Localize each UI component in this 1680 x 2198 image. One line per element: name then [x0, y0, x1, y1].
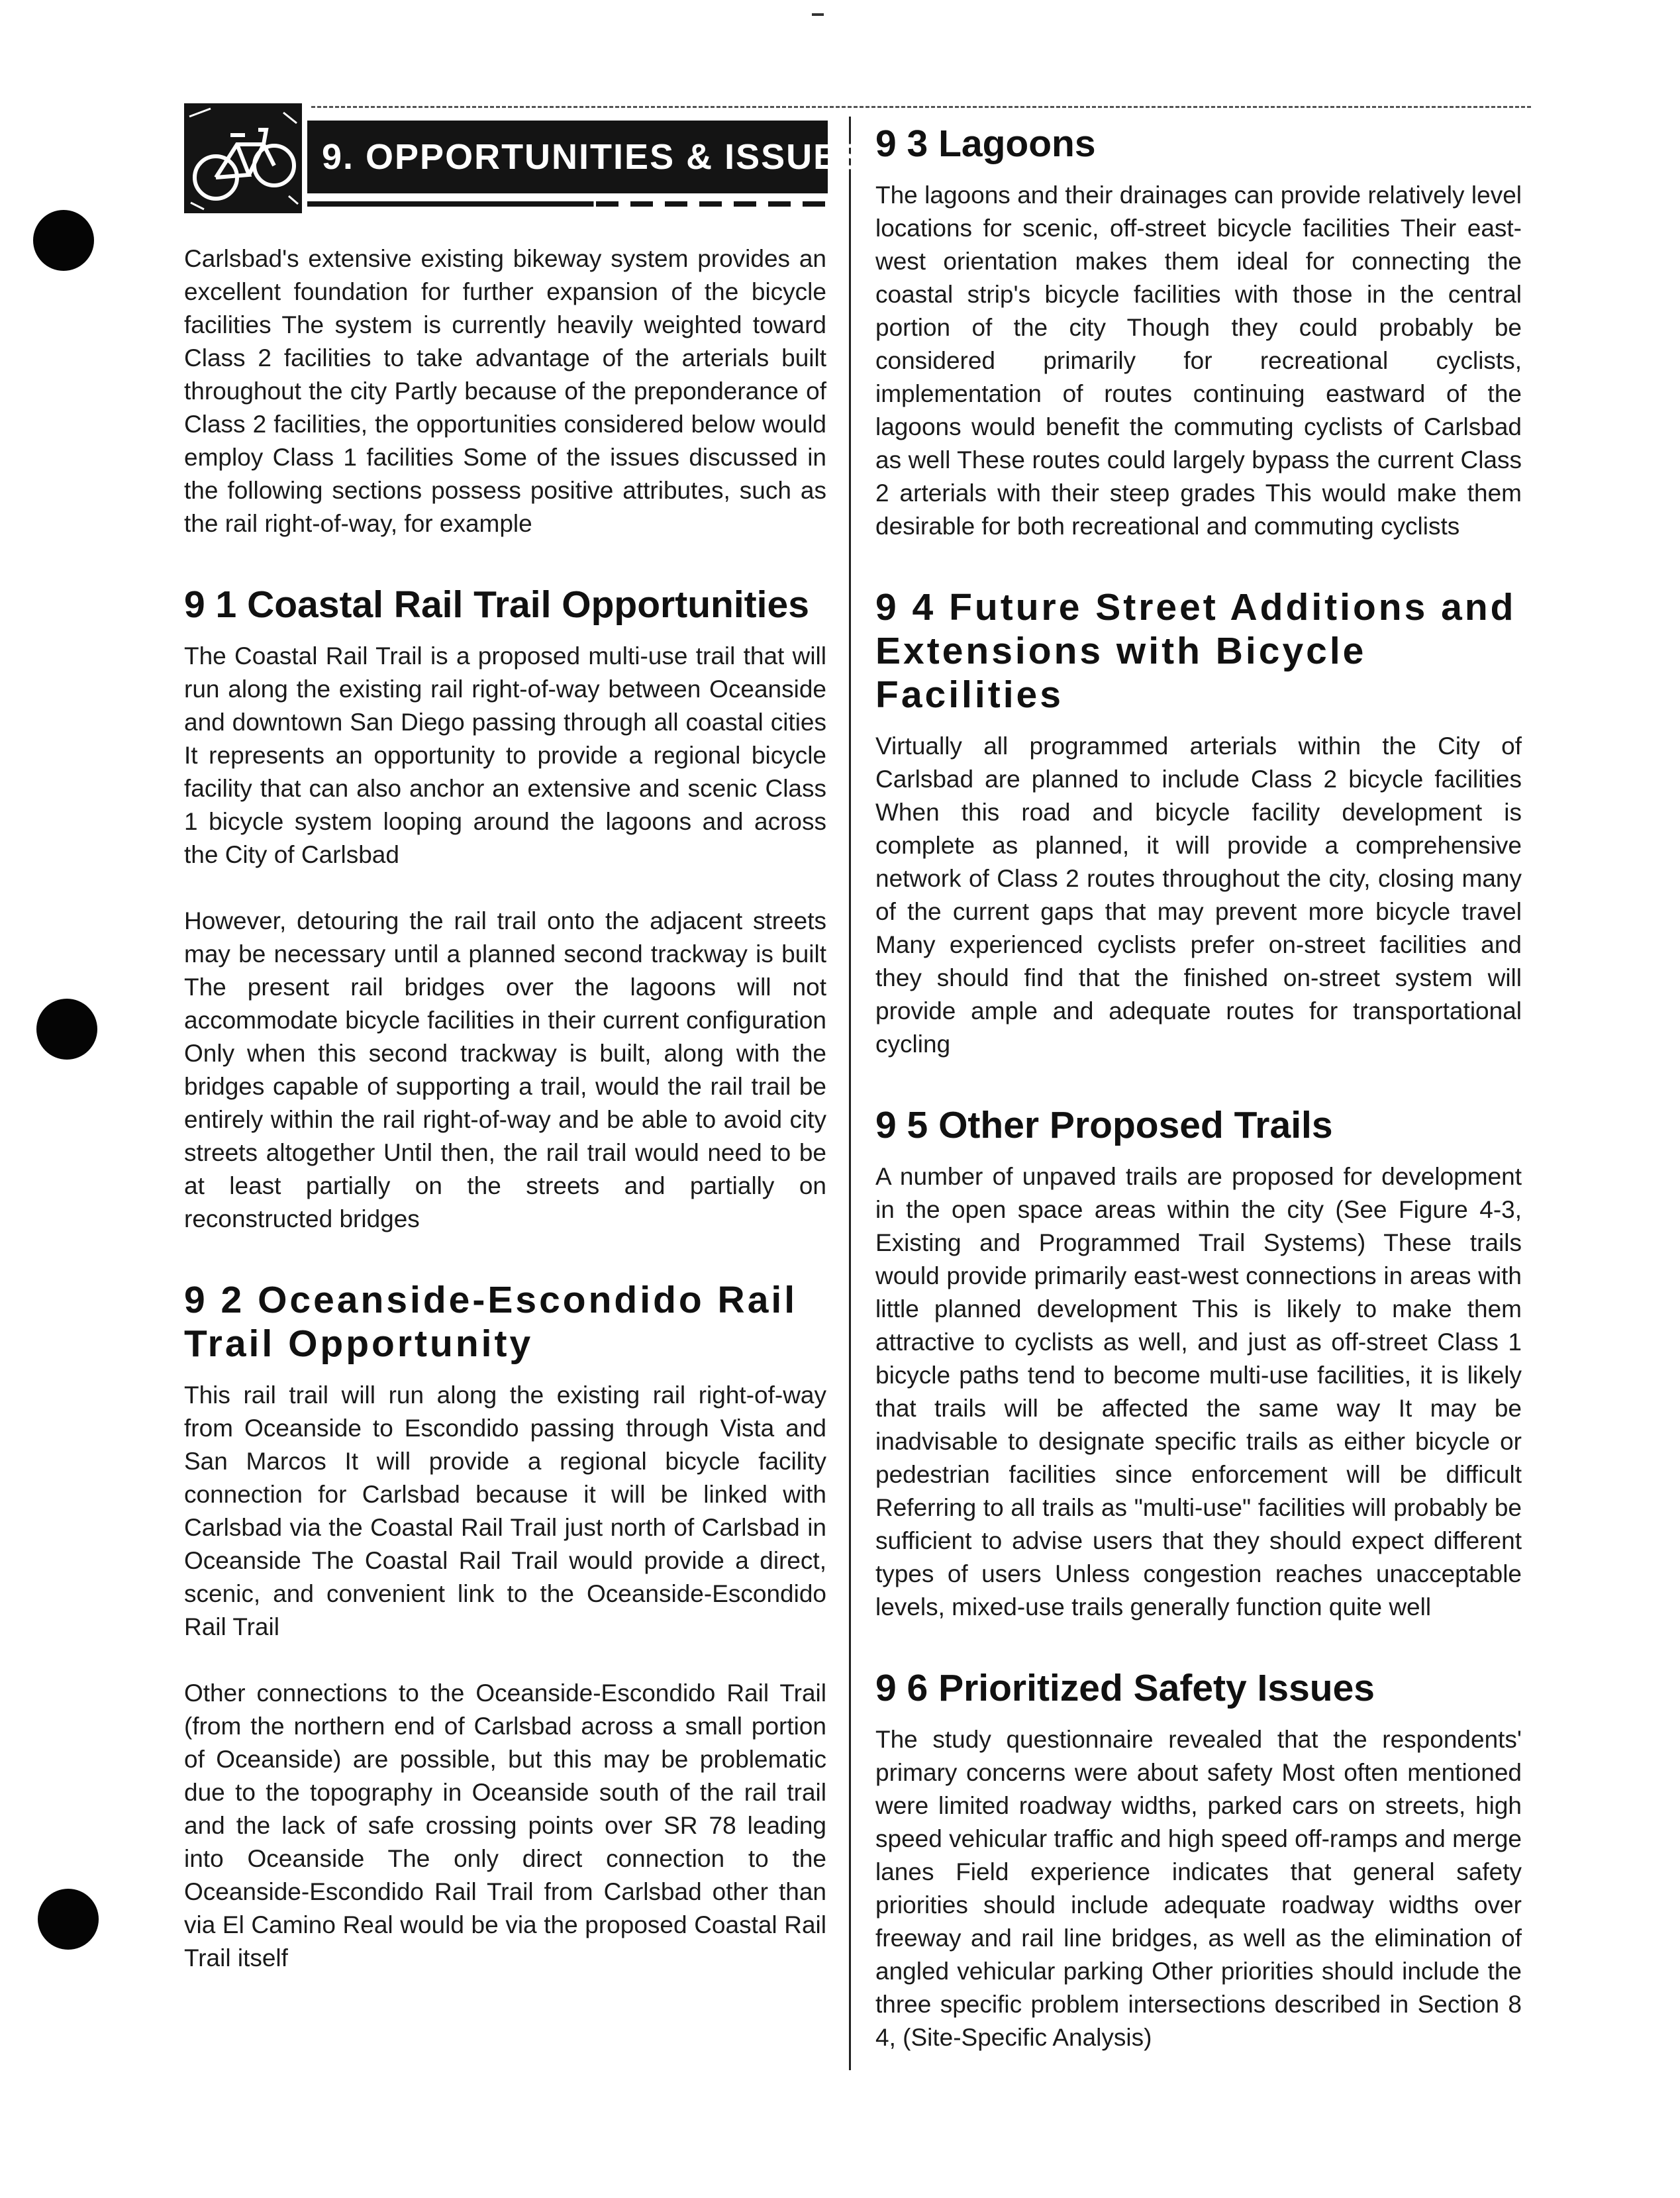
section-9-1-paragraph-1: The Coastal Rail Trail is a proposed multi-use trail that will run along the existing rail right-of-way between Oceanside and downtown San Diego passing through all coastal cities It represents an opportunity to provide a regional bicycle facility that can also anchor an extensive and scenic Class 1 bicycle system looping around the lagoons and across the City of Carlsbad — [184, 642, 826, 868]
intro-paragraph: Carlsbad's extensive existing bikeway system provides an excellent foundation for further expansion of the bicycle facilities The system is currently heavily weighted toward Class 2 facilities to take advantage of the arterials built throughout the city Partly because of the preponderance of Class 2 facilities, the opportunities considered below would employ Class 1 facilities Some of the issues discussed in the following sections possess positive attributes, such as the rail right-of-way, for example — [184, 245, 826, 537]
section-9-2-paragraph-1: This rail trail will run along the existing rail right-of-way from Oceanside to Escondido passing through Vista and San Marcos It will provide a regional bicycle facility connection for Carlsbad because it will be linked with Carlsbad via the Coastal Rail Trail just north of Carlsbad in Oceanside The Coastal Rail Trail would provide a direct, scenic, and convenient link to the Oceanside-Escondido Rail Trail — [184, 1381, 826, 1640]
binder-hole-bottom — [38, 1889, 99, 1950]
section-heading-9-3: 9 3 Lagoons — [875, 123, 1096, 165]
chapter-banner: 9. OPPORTUNITIES & ISSUES — [307, 121, 828, 193]
section-heading-9-6: 9 6 Prioritized Safety Issues — [875, 1667, 1375, 1709]
section-heading-9-5: 9 5 Other Proposed Trails — [875, 1104, 1333, 1146]
section-9-6-paragraph-1: The study questionnaire revealed that the respondents' primary concerns were about safety Most often mentioned were limited roadway widths, parked cars on streets, high speed vehicular traffic and high speed off-ramps and merge lanes Field experience indicates that general safety priorities should include adequate roadway widths over freeway and rail line bridges, as well as the elimination of angled vehicular parking Other priorities should include the three specific problem intersections described in Section 8 4, (Site-Specific Analysis) — [875, 1726, 1522, 2051]
left-column — [184, 242, 826, 1975]
section-9-5-paragraph-1: A number of unpaved trails are proposed for development in the open space areas within the city (See Figure 4-3, Existing and Programmed Trail Systems) These trails would provide primarily east-west connections in areas with little planned development This is likely to make them attractive to cyclists as well, and just as off-street Class 1 bicycle paths tend to become multi-use facilities, it is likely that trails will be affected the same way It may be inadvisable to designate specific trails as either bicycle or pedestrian facilities since enforcement will be difficult Referring to all trails as "multi-use" facilities will probably be sufficient to advise users that they should expect different types of users Unless congestion reaches unacceptable levels, mixed-use trails generally function quite well — [875, 1163, 1522, 1621]
section-9-1-paragraph-2: However, detouring the rail trail onto the adjacent streets may be necessary until a planned second trackway is built The present rail bridges over the lagoons will not accommodate bicycle facilities in their current configuration Only when this second trackway is built, along with the bridges capable of supporting a trail, would the rail trail be entirely within the rail right-of-way and be able to avoid city streets altogether Until then, the rail trail would need to be at least partially on the streets and partially on reconstructed bridges — [184, 907, 826, 1232]
binder-hole-top — [33, 210, 94, 271]
header-dashed-rule — [311, 106, 1531, 108]
scan-speck — [812, 13, 824, 16]
bicycle-logo-icon — [184, 103, 302, 213]
section-heading-9-2: 9 2 Oceanside-Escondido Rail Trail Opportunity — [184, 1279, 798, 1365]
section-9-2-paragraph-2: Other connections to the Oceanside-Escondido Rail Trail (from the northern end of Carlsbad across a small portion of Oceanside) are possible, but this may be problematic due to the topography in Oceanside south of the rail trail and the lack of safe crossing points over SR 78 leading into Oceanside The only direct connection to the Oceanside-Escondido Rail Trail from Carlsbad other than via El Camino Real would be via the proposed Coastal Rail Trail itself — [184, 1679, 826, 1972]
section-heading-9-1: 9 1 Coastal Rail Trail Opportunities — [184, 583, 809, 626]
right-column — [875, 122, 1522, 2054]
section-9-3-paragraph-1: The lagoons and their drainages can provide relatively level locations for scenic, off-street bicycle facilities Their east-west orientation makes them ideal for connecting the coastal strip's bicycle facilities with those in the central portion of the city Though they could probably be considered primarily for recreational cyclists, implementation of routes continuing eastward of the lagoons would benefit the commuting cyclists of Carlsbad as well These routes could largely bypass the current Class 2 arterials with their steep grades This would make them desirable for both recreational and commuting cyclists — [875, 181, 1522, 540]
section-heading-9-4: 9 4 Future Street Additions and Extensions with Bicycle Facilities — [875, 586, 1516, 716]
column-divider — [849, 117, 851, 2070]
binder-hole-middle — [36, 999, 97, 1060]
section-9-4-paragraph-1: Virtually all programmed arterials within the City of Carlsbad are planned to include Class 2 bicycle facilities When this road and bicycle facility development is complete as planned, it will provide a comprehensive network of Class 2 routes throughout the city, closing many of the current gaps that may prevent more bicycle travel Many experienced cyclists prefer on-street facilities and they should find that the finished on-street system will provide ample and adequate routes for transportational cycling — [875, 732, 1522, 1058]
banner-dashed-underline — [596, 201, 828, 207]
